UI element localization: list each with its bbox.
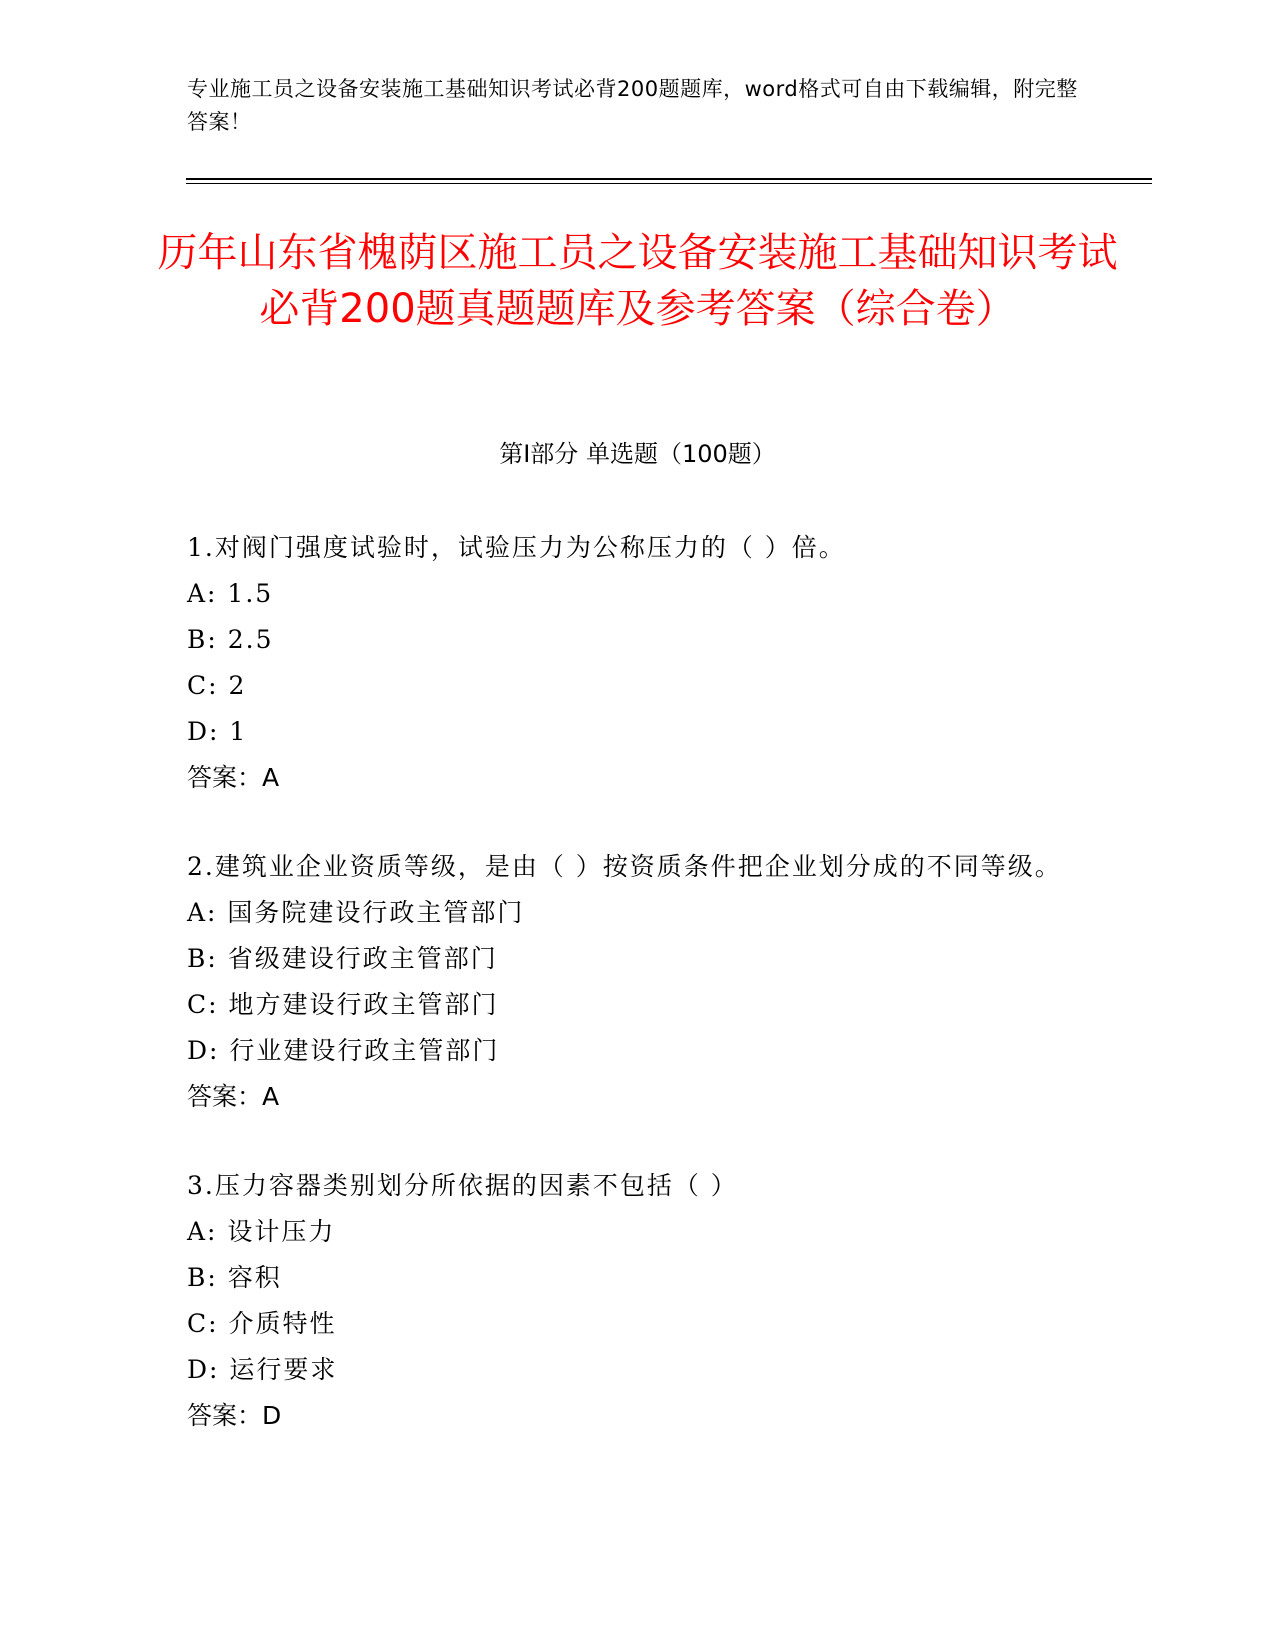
- option-d: D: 运行要求: [187, 1355, 338, 1384]
- option-d: D: 1: [187, 717, 248, 746]
- option-a: A: 设计压力: [187, 1217, 336, 1246]
- question-2: [187, 844, 1087, 1120]
- document-title: 历年山东省槐荫区施工员之设备安装施工基础知识考试必背200题真题题库及参考答案（综合卷）: [157, 230, 1118, 332]
- option-a: A: 1.5: [187, 579, 274, 608]
- question-stem: 2.建筑业企业资质等级，是由（ ）按资质条件把企业划分成的不同等级。: [187, 852, 1062, 881]
- answer: 答案：A: [187, 763, 280, 792]
- option-a: A: 国务院建设行政主管部门: [187, 898, 525, 927]
- question-3: [187, 1163, 1087, 1439]
- option-d: D: 行业建设行政主管部门: [187, 1036, 500, 1065]
- option-c: C: 介质特性: [187, 1309, 337, 1338]
- question-list: [187, 525, 1087, 1482]
- question-stem: 3.压力容器类别划分所依据的因素不包括（ ）: [187, 1171, 738, 1200]
- answer: 答案：A: [187, 1082, 280, 1111]
- option-c: C: 2: [187, 671, 247, 700]
- answer: 答案：D: [187, 1401, 282, 1430]
- question-stem: 1.对阀门强度试验时，试验压力为公称压力的（ ）倍。: [187, 533, 846, 562]
- option-b: B: 2.5: [187, 625, 274, 654]
- option-b: B: 容积: [187, 1263, 282, 1292]
- question-1: [187, 525, 1087, 801]
- option-b: B: 省级建设行政主管部门: [187, 944, 498, 973]
- header-divider-thick: [186, 178, 1152, 180]
- header-divider-thin: [186, 183, 1152, 184]
- option-c: C: 地方建设行政主管部门: [187, 990, 499, 1019]
- section-title: 第I部分 单选题（100题）: [499, 440, 776, 468]
- header-note: 专业施工员之设备安装施工基础知识考试必背200题题库，word格式可自由下载编辑，附完整答案！: [187, 77, 1078, 134]
